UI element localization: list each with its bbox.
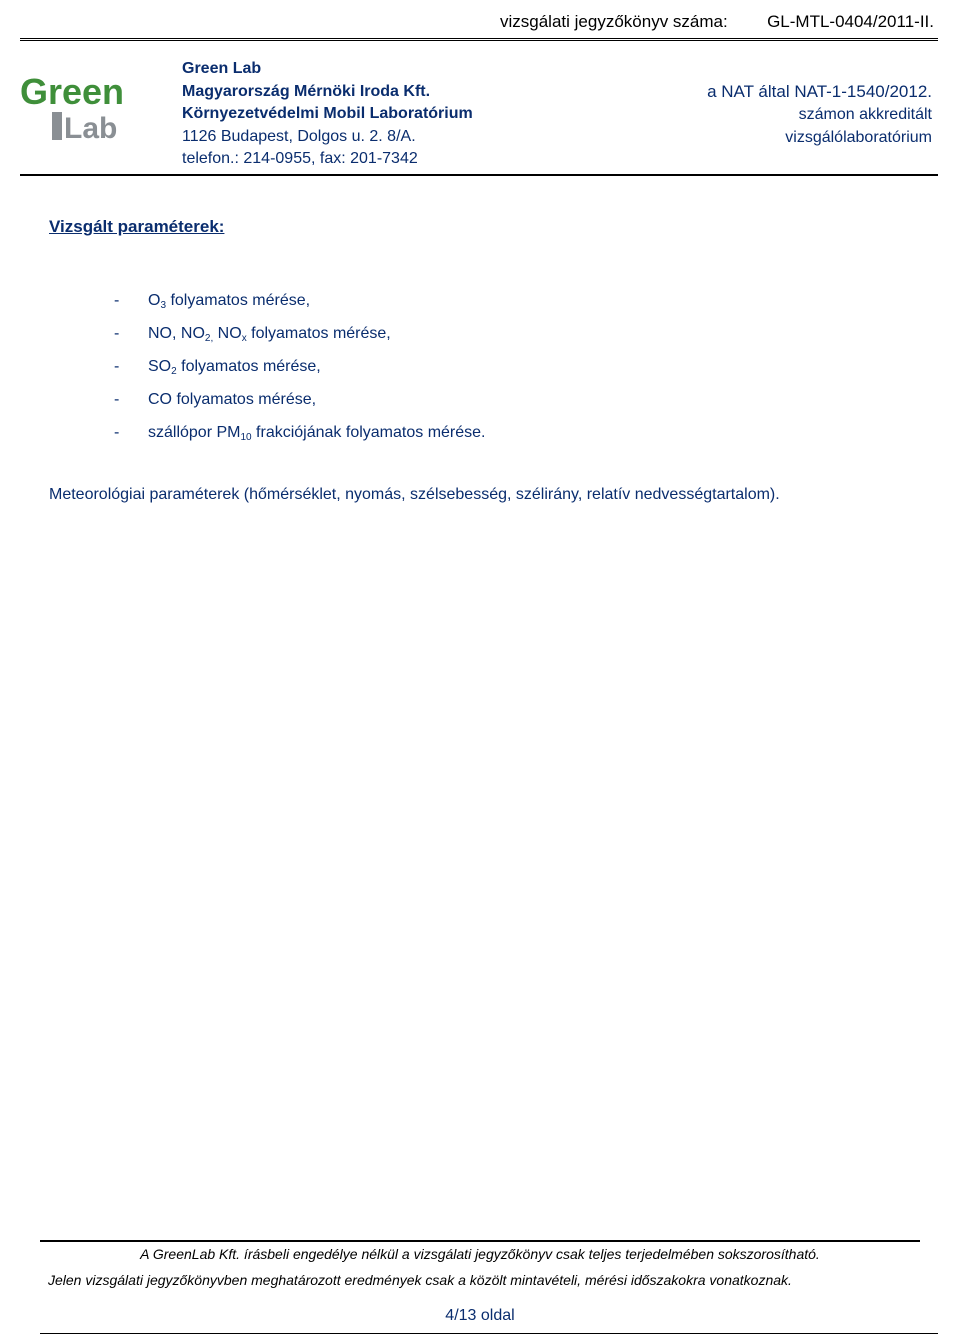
list-dash: - bbox=[114, 358, 120, 375]
list-item: - CO folyamatos mérése, bbox=[114, 383, 485, 416]
greenlab-logo bbox=[18, 72, 136, 144]
accreditation-info bbox=[707, 80, 932, 149]
accreditation-line-1: a NAT által NAT-1-1540/2012. bbox=[707, 82, 932, 101]
header-top-rule-2 bbox=[20, 40, 938, 41]
company-phone: telefon.: 214-0955, fax: 201-7342 bbox=[182, 150, 418, 167]
list-dash: - bbox=[114, 391, 120, 408]
report-number-label: vizsgálati jegyzőkönyv száma: bbox=[500, 12, 728, 31]
list-item: - $O_3$ folyamatos mérése, bbox=[114, 284, 485, 317]
footer-rule bbox=[40, 1240, 920, 1242]
report-number: GL-MTL-0404/2011-II. bbox=[767, 12, 934, 31]
company-address: 1126 Budapest, Dolgos u. 2. 8/A. bbox=[182, 127, 416, 145]
parameters-list bbox=[114, 284, 485, 449]
page-number: 4/13 oldal bbox=[445, 1307, 515, 1324]
section-title: Vizsgált paraméterek: bbox=[49, 217, 225, 236]
meteo-parameters: Meteorológiai paraméterek (hőmérséklet, nyomás, szélsebesség, szélirány, relatív nedvességtartalom). bbox=[49, 486, 780, 503]
list-item: - NO, $NO_{2,}$ $NO_x$ folyamatos mérése, bbox=[114, 317, 485, 350]
company-info bbox=[182, 58, 473, 171]
list-dash: - bbox=[114, 424, 120, 441]
footer-copyright-note: A GreenLab Kft. írásbeli engedélye nélkül a vizsgálati jegyzőkönyv csak teljes terjedelmében sokszorosítható. bbox=[140, 1246, 820, 1262]
footer-results-note: Jelen vizsgálati jegyzőkönyvben meghatározott eredmények csak a közölt mintavételi, mérési időszakokra vonatkoznak. bbox=[48, 1272, 792, 1288]
accreditation-line-3: vizsgálólaboratórium bbox=[785, 129, 932, 146]
list-dash: - bbox=[114, 292, 120, 309]
company-lab-name: Környezetvédelmi Mobil Laboratórium bbox=[182, 105, 473, 122]
logo-text-lab: Lab bbox=[64, 112, 118, 144]
company-name-short: Green Lab bbox=[182, 60, 262, 77]
list-dash: - bbox=[114, 325, 120, 342]
header-top-rule bbox=[20, 38, 938, 39]
company-name-full: Magyarország Mérnöki Iroda Kft. bbox=[182, 82, 431, 100]
list-item: - szállópor $PM_{10}$ frakciójának folyamatos mérése. bbox=[114, 416, 485, 449]
footer-bottom-rule bbox=[40, 1333, 938, 1334]
list-item: - $SO_2$ folyamatos mérése, bbox=[114, 350, 485, 383]
logo-text-green: Green bbox=[20, 72, 125, 112]
header-bottom-rule bbox=[20, 174, 938, 176]
accreditation-line-2: számon akkreditált bbox=[798, 106, 932, 123]
